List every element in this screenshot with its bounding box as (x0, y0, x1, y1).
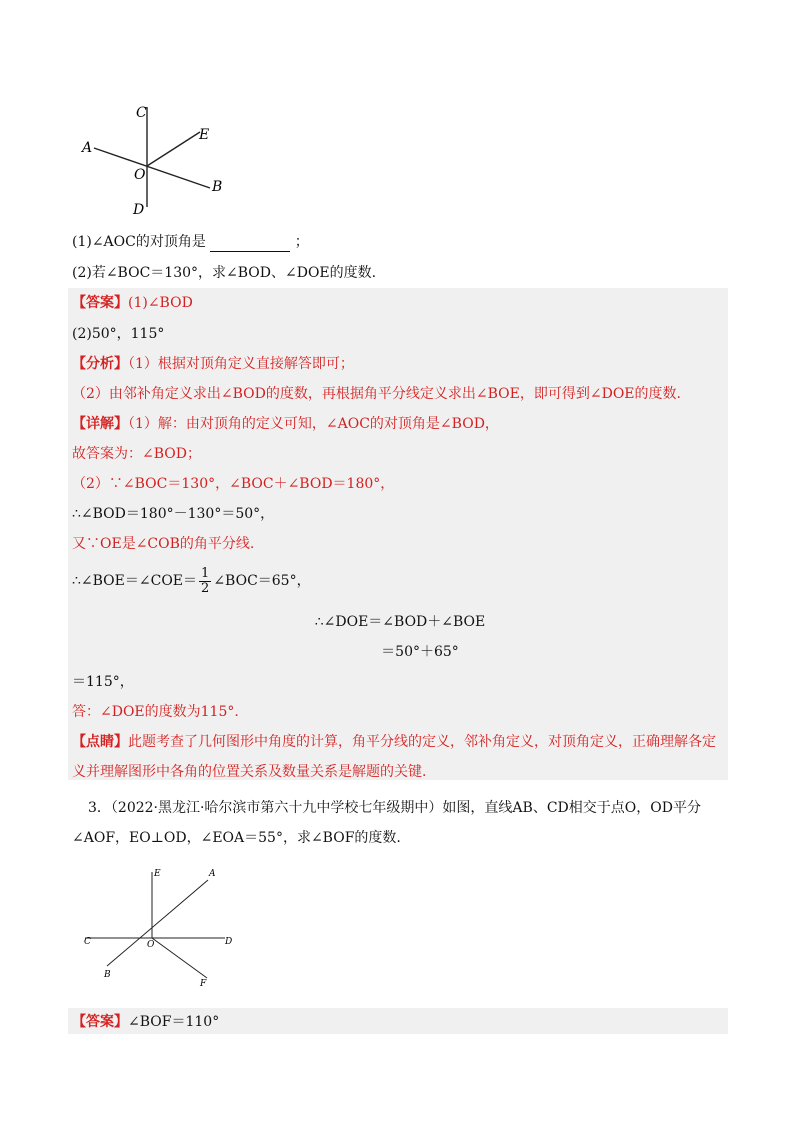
analysis-1: （1）根据对顶角定义直接解答即可； (128, 356, 354, 372)
answer-blank (210, 237, 290, 252)
detail-line-6 (72, 566, 311, 596)
comment-line-1 (72, 732, 716, 752)
detail-line-2: 故答案为：∠BOD； (72, 446, 201, 462)
comment-1: 此题考查了几何图形中角度的计算，角平分线的定义，邻补角定义，对顶角定义，正确理解各定 (128, 734, 716, 750)
analysis-line-1 (72, 354, 354, 374)
label-o-2: O (147, 940, 155, 950)
line-ab (94, 148, 210, 188)
comment-line-2: 义并理解图形中各角的位置关系及数量关系是解题的关键. (72, 764, 427, 780)
detail-line-9: ＝115°， (72, 674, 134, 690)
figure-angles-2 (75, 862, 245, 992)
answer-line-2: (2)50°，115° (72, 326, 165, 342)
fraction-denominator: 2 (201, 580, 210, 596)
label-a-2: A (209, 869, 216, 879)
detail-line-10: 答：∠DOE的度数为115°. (72, 704, 239, 720)
question-1-text: (1)∠AOC的对顶角是 (72, 234, 206, 250)
ray-of-2 (152, 938, 207, 978)
question-3-line-2: ∠AOF，EO⊥OD，∠EOA＝55°，求∠BOF的度数. (72, 830, 401, 846)
label-b-2: B (104, 970, 111, 980)
question-3-line-1: 3．（2022·黑龙江·哈尔滨市第六十九中学校七年级期中）如图，直线AB、CD相交于点O，OD平分 (88, 800, 701, 816)
analysis-tag: 【分析】 (72, 356, 128, 372)
detail-line-7: ∴∠DOE＝∠BOD＋∠BOE (314, 614, 486, 630)
detail-line-5: 又∵OE是∠COB的角平分线. (72, 536, 255, 552)
label-d: D (133, 202, 145, 218)
detail-6-post: ∠BOC＝65°， (213, 573, 311, 589)
fraction-one-half (199, 567, 211, 596)
detail-tag: 【详解】 (72, 416, 128, 432)
analysis-line-2: （2）由邻补角定义求出∠BOD的度数，再根据角平分线定义求出∠BOE，即可得到∠DOE的度数. (72, 386, 681, 402)
label-f-2: F (200, 979, 207, 989)
answer-3-tag: 【答案】 (72, 1014, 128, 1030)
question-2: (2)若∠BOC＝130°，求∠BOD、∠DOE的度数. (72, 265, 377, 281)
label-o: O (134, 167, 146, 183)
answer-3: ∠BOF＝110° (128, 1014, 220, 1030)
label-a: A (82, 140, 93, 156)
answer-3-line (72, 1012, 219, 1032)
detail-line-1 (72, 414, 499, 434)
label-e: E (199, 127, 210, 143)
ray-oe (147, 132, 200, 166)
line-ab-2 (107, 880, 208, 966)
question-1 (72, 232, 309, 252)
fraction-numerator: 1 (201, 565, 210, 581)
detail-line-4: ∴∠BOD＝180°－130°＝50°， (72, 506, 275, 522)
comment-tag: 【点睛】 (72, 734, 128, 750)
detail-line-8: ＝50°＋65° (381, 644, 459, 660)
label-b: B (212, 179, 223, 195)
detail-1: （1）解：由对顶角的定义可知，∠AOC的对顶角是∠BOD， (128, 416, 499, 432)
label-d-2: D (225, 937, 233, 947)
answer-tag: 【答案】 (72, 295, 128, 311)
label-e-2: E (154, 869, 161, 879)
label-c: C (136, 105, 147, 121)
question-1-tail: ； (294, 234, 309, 250)
answer-1: (1)∠BOD (128, 295, 193, 311)
label-c-2: C (84, 937, 91, 947)
detail-line-3: （2）∵∠BOC＝130°，∠BOC＋∠BOD＝180°， (72, 476, 395, 492)
figure-angles-1 (70, 95, 240, 220)
detail-6-pre: ∴∠BOE＝∠COE＝ (72, 573, 198, 589)
answer-line-1 (72, 293, 193, 313)
